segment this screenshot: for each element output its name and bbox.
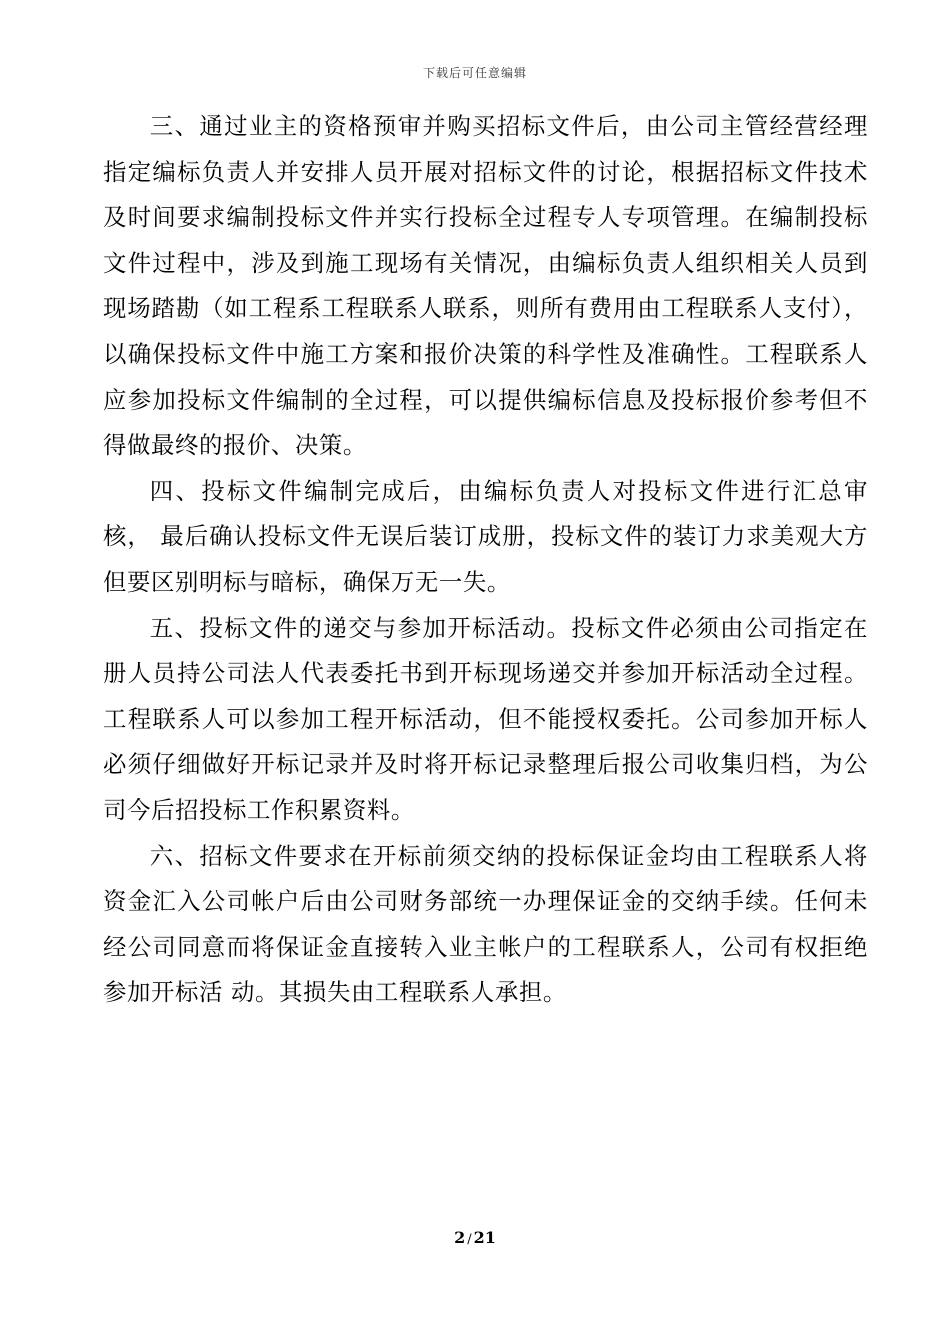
page-header: 下载后可任意编辑	[422, 66, 527, 80]
page-separator: /	[467, 1232, 472, 1247]
page-total: 21	[473, 1228, 496, 1247]
paragraph-5: 五、投标文件的递交与参加开标活动。投标文件必须由公司指定在册人员持公司法人代表委托书到开标现场递交并参加开标活动全过程。工程联系人可以参加工程开标活动，但不能授权委托。公司参加开标人必须仔细做好开标记录并及时将开标记录整理后报公司收集归档，为公司今后招投标工作积累资料。	[103, 613, 868, 824]
paragraph-3: 三、通过业主的资格预审并购买招标文件后，由公司主管经营经理指定编标负责人并安排人员开展对招标文件的讨论，根据招标文件技术及时间要求编制投标文件并实行投标全过程专人专项管理。在编制投标文件过程中，涉及到施工现场有关情况，由编标负责人组织相关人员到现场踏勘（如工程系工程联系人联系，则所有费用由工程联系人支付），以确保投标文件中施工方案和报价决策的科学性及准确性。工程联系人应参加投标文件编制的全过程，可以提供编标信息及投标报价参考但不得做最终的报价、决策。	[103, 112, 868, 460]
paragraph-6: 六、招标文件要求在开标前须交纳的投标保证金均由工程联系人将资金汇入公司帐户后由公司财务部统一办理保证金的交纳手续。任何未经公司同意而将保证金直接转入业主帐户的工程联系人，公司有权拒绝参加开标活 动。其损失由工程联系人承担。	[103, 841, 868, 1007]
paragraph-4: 四、投标文件编制完成后，由编标负责人对投标文件进行汇总审核， 最后确认投标文件无误后装订成册，投标文件的装订力求美观大方但要区别明标与暗标，确保万无一失。	[103, 476, 868, 596]
page-current: 2	[454, 1228, 466, 1247]
document-body	[103, 104, 868, 1016]
page-number	[0, 1228, 950, 1247]
